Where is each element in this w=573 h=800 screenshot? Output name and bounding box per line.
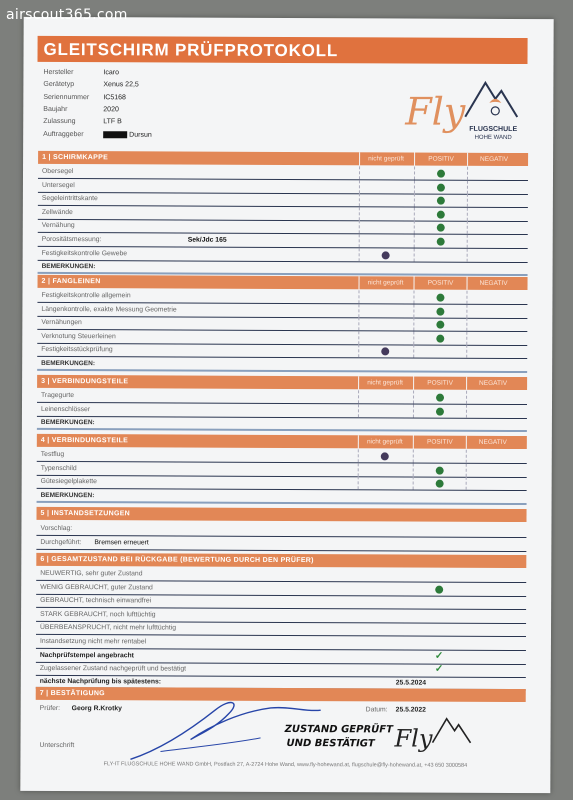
- logo-name: FLUGSCHULE: [469, 125, 518, 134]
- checkmark-icon: ✓: [434, 663, 444, 675]
- not-checked-mark: [382, 251, 390, 259]
- checklist-row: [37, 343, 527, 359]
- section-header: [37, 434, 527, 449]
- row-label: Porositätsmessung:: [41, 235, 102, 244]
- positive-mark: [435, 585, 443, 593]
- column-header-np: nicht geprüft: [366, 438, 403, 446]
- performed-value: Bremsen erneuert: [94, 539, 149, 547]
- examiner-label: Prüfer:: [39, 704, 61, 713]
- date-label: Datum:: [365, 706, 388, 714]
- not-checked-mark: [381, 348, 389, 356]
- row-label: Untersegel: [41, 181, 75, 189]
- row-label: Instandsetzung nicht mehr rentabel: [39, 637, 147, 646]
- protocol-sheet: [20, 17, 553, 793]
- row-label: STARK GEBRAUCHT, noch lufttüchtig: [40, 610, 156, 619]
- info-label: Auftraggeber: [43, 130, 84, 138]
- section-header: [38, 275, 528, 290]
- remarks-row: [37, 490, 527, 505]
- paraglider-icon: [489, 99, 501, 103]
- positive-mark: [436, 321, 444, 329]
- logo-sub: HOHE WAND: [474, 134, 512, 141]
- svg-text:Fly: Fly: [394, 724, 433, 753]
- page-title: GLEITSCHIRM PRÜFPROTOKOLL: [43, 39, 339, 61]
- column-header-pos: POSITIV: [426, 438, 453, 446]
- checkmark-icon: ✓: [434, 650, 444, 662]
- checklist-row: [37, 475, 527, 491]
- info-value: IC5168: [103, 93, 126, 101]
- column-header-np: nicht geprüft: [367, 379, 404, 387]
- row-label: Obersegel: [42, 167, 74, 176]
- row-label: Verknotung Steuerleinen: [41, 332, 116, 341]
- info-label: Baujahr: [43, 105, 68, 113]
- remarks-row: [38, 261, 528, 276]
- remarks-label: BEMERKUNGEN:: [40, 491, 95, 499]
- column-header-np: nicht geprüft: [367, 279, 404, 287]
- examiner-name: Georg R.Krotky: [71, 705, 122, 713]
- positive-mark: [437, 210, 445, 218]
- column-header-np: nicht geprüft: [368, 155, 404, 163]
- section-header: [36, 507, 526, 522]
- column-header-neg: NEGATIV: [478, 438, 507, 446]
- column-header-pos: POSITIV: [428, 155, 454, 163]
- signature-label: Unterschrift: [39, 741, 75, 750]
- section-title: 5 | INSTANDSETZUNGEN: [40, 509, 131, 518]
- row-label: Längenkontrolle, exakte Messung Geometrie: [41, 305, 177, 314]
- suggestion-label: Vorschlag:: [40, 524, 73, 533]
- row-label: Gütesiegelplakette: [40, 478, 97, 486]
- row-label: Leinenschlösser: [40, 405, 91, 413]
- positive-mark: [437, 224, 445, 232]
- positive-mark: [436, 407, 444, 415]
- section-title: 1 | SCHIRMKAPPE: [42, 153, 109, 162]
- remarks-row: [37, 358, 527, 373]
- section-title: 7 | BESTÄTIGUNG: [39, 689, 105, 698]
- positive-mark: [436, 394, 444, 402]
- performed-label: Durchgeführt:: [40, 538, 82, 547]
- logo-script: Fly: [405, 89, 466, 134]
- logo-graphic: [401, 68, 521, 145]
- date-value: 25.5.2022: [395, 706, 426, 714]
- remarks-label: BEMERKUNGEN:: [41, 263, 96, 271]
- section-header: [38, 151, 528, 166]
- row-label: NEUWERTIG, sehr guter Zustand: [40, 569, 143, 578]
- not-checked-mark: [381, 452, 389, 460]
- info-label: Zulassung: [43, 118, 76, 126]
- watermark: airscout365.com: [6, 7, 128, 23]
- stamp-logo: [392, 708, 472, 752]
- section-header: [37, 375, 527, 390]
- positive-mark: [436, 334, 444, 342]
- info-label: Seriennummer: [43, 93, 90, 101]
- performed-row: [36, 536, 526, 552]
- row-label: Tragegurte: [41, 391, 75, 400]
- positive-mark: [436, 466, 444, 474]
- info-label: Hersteller: [43, 68, 74, 77]
- flugschule-logo: [401, 68, 521, 145]
- positive-mark: [437, 197, 445, 205]
- redaction-bar: [103, 131, 127, 138]
- row-label: Vernähung: [41, 222, 75, 230]
- column-header-pos: POSITIV: [427, 279, 454, 287]
- column-header-neg: NEGATIV: [480, 155, 509, 163]
- section-title: 4 | VERBINDUNGSTEILE: [40, 436, 129, 445]
- column-header-neg: NEGATIV: [479, 279, 508, 287]
- row-label: WENIG GEBRAUCHT, guter Zustand: [40, 583, 153, 592]
- stamp-line-2: UND BESTÄTIGT: [286, 738, 375, 750]
- column-header-pos: POSITIV: [427, 379, 453, 387]
- positive-mark: [436, 307, 444, 315]
- info-value: LTF B: [103, 118, 122, 126]
- section-title: 6 | GESAMTZUSTAND BEI RÜCKGABE (BEWERTUNG DURCH DEN PRÜFER): [40, 555, 314, 565]
- row-label: ÜBERBEANSPRUCHT, nicht mehr lufttüchtig: [40, 624, 177, 632]
- section-title: 2 | FANGLEINEN: [41, 277, 101, 286]
- checklist-row: [37, 403, 527, 419]
- info-value: Icaro: [103, 69, 120, 77]
- row-label: Testflug: [40, 450, 65, 459]
- positive-mark: [437, 183, 445, 191]
- positive-mark: [436, 480, 444, 488]
- info-value-text: Dursun: [129, 131, 152, 139]
- section-title: 3 | VERBINDUNGSTEILE: [41, 377, 129, 386]
- info-value: 2020: [103, 106, 119, 114]
- row-label: Vernähungen: [41, 319, 82, 327]
- info-label: Gerätetyp: [43, 81, 75, 89]
- positive-mark: [437, 238, 445, 246]
- row-label: Zellwände: [41, 208, 73, 216]
- title-bar: [37, 36, 527, 64]
- row-label: Typenschild: [40, 464, 77, 472]
- positive-mark: [437, 170, 445, 178]
- row-label: GEBRAUCHT, technisch einwandfrei: [40, 597, 152, 605]
- info-value: Xenus 22,5: [103, 81, 139, 89]
- remarks-row: [37, 417, 527, 432]
- remarks-label: BEMERKUNGEN:: [40, 419, 95, 427]
- next-inspection-date: 25.5.2024: [395, 679, 427, 687]
- stamp-mountain-icon: [433, 719, 471, 743]
- row-label: Segeleintrittskante: [41, 195, 98, 203]
- stamp-line-1: ZUSTAND GEPRÜFT: [284, 723, 393, 736]
- row-label: Festigkeitskontrolle allgemein: [41, 291, 131, 300]
- row-label: Nachprüfstempel angebracht: [39, 651, 134, 659]
- column-header-neg: NEGATIV: [479, 379, 508, 387]
- row-label: Zugelassener Zustand nachgeprüft und bestätigt: [39, 665, 187, 673]
- positive-mark: [436, 294, 444, 302]
- next-inspection-label: nächste Nachprüfung bis spätestens:: [39, 677, 162, 686]
- row-value: Sek/Jdc 165: [187, 236, 227, 244]
- checklist-row: [38, 247, 528, 263]
- remarks-label: BEMERKUNGEN:: [41, 359, 96, 368]
- info-value: [103, 131, 152, 139]
- row-label: Festigkeitsstückprüfung: [41, 346, 113, 354]
- footer: FLY-IT FLUGSCHULE HOHE WAND GmbH, Postfach 27, A-2724 Hohe Wand, www.fly-hohewand.at, flugschule@fly-hohewand.at, +43 650 3000584: [103, 761, 468, 769]
- row-label: Festigkeitskontrolle Gewebe: [41, 249, 128, 257]
- section-header: [36, 553, 526, 568]
